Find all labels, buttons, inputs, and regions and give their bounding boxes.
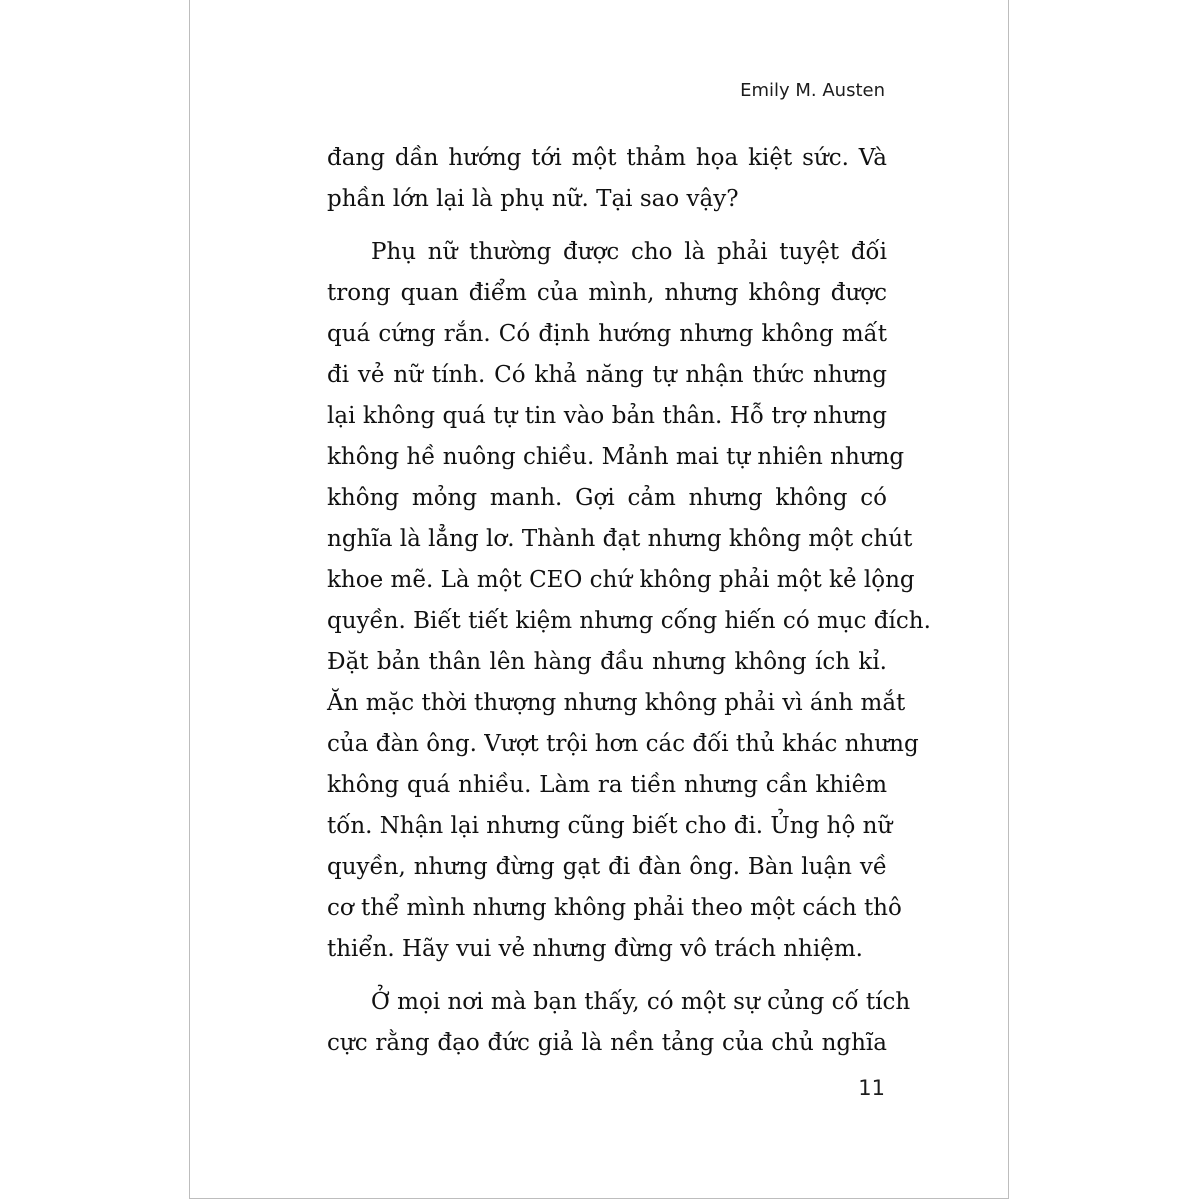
text-line: đi vẻ nữ tính. Có khả năng tự nhận thức nhưng [327, 362, 887, 388]
paragraph [327, 232, 931, 970]
text-line: phần lớn lại là phụ nữ. Tại sao vậy? [327, 186, 739, 212]
text-line: quyền. Biết tiết kiệm nhưng cống hiến có mục đích. [327, 608, 931, 634]
paragraph [327, 138, 887, 220]
text-line: Đặt bản thân lên hàng đầu nhưng không ích kỉ. [327, 649, 887, 675]
text-line: đang dần hướng tới một thảm họa kiệt sức. Và [327, 145, 887, 171]
paragraph [327, 982, 911, 1064]
body-text [327, 138, 931, 1064]
text-line: khoe mẽ. Là một CEO chứ không phải một kẻ lộng [327, 567, 915, 593]
text-line: không quá nhiều. Làm ra tiền nhưng cần khiêm [327, 772, 887, 798]
text-line: Ăn mặc thời thượng nhưng không phải vì ánh mắt [327, 690, 906, 716]
text-line: lại không quá tự tin vào bản thân. Hỗ trợ nhưng [327, 403, 887, 429]
text-line: nghĩa là lẳng lơ. Thành đạt nhưng không một chút [327, 526, 913, 552]
text-line: không hề nuông chiều. Mảnh mai tự nhiên nhưng [327, 444, 905, 470]
text-line: thiển. Hãy vui vẻ nhưng đừng vô trách nhiệm. [327, 936, 863, 962]
text-line: quyền, nhưng đừng gạt đi đàn ông. Bàn luận về [327, 854, 887, 880]
text-line: của đàn ông. Vượt trội hơn các đối thủ khác nhưng [327, 731, 919, 757]
text-line: quá cứng rắn. Có định hướng nhưng không mất [327, 321, 887, 347]
text-line: Phụ nữ thường được cho là phải tuyệt đối [371, 239, 887, 265]
text-line: cơ thể mình nhưng không phải theo một cách thô [327, 895, 902, 921]
text-line: không mỏng manh. Gợi cảm nhưng không có [327, 485, 887, 511]
text-line: cực rằng đạo đức giả là nền tảng của chủ nghĩa [327, 1030, 887, 1056]
page-number: 11 [858, 1076, 885, 1100]
text-line: trong quan điểm của mình, nhưng không được [327, 280, 887, 306]
text-line: Ở mọi nơi mà bạn thấy, có một sự củng cố tích [371, 989, 911, 1015]
text-line: tốn. Nhận lại nhưng cũng biết cho đi. Ủng hộ nữ [327, 813, 893, 839]
running-header-author: Emily M. Austen [740, 80, 885, 101]
